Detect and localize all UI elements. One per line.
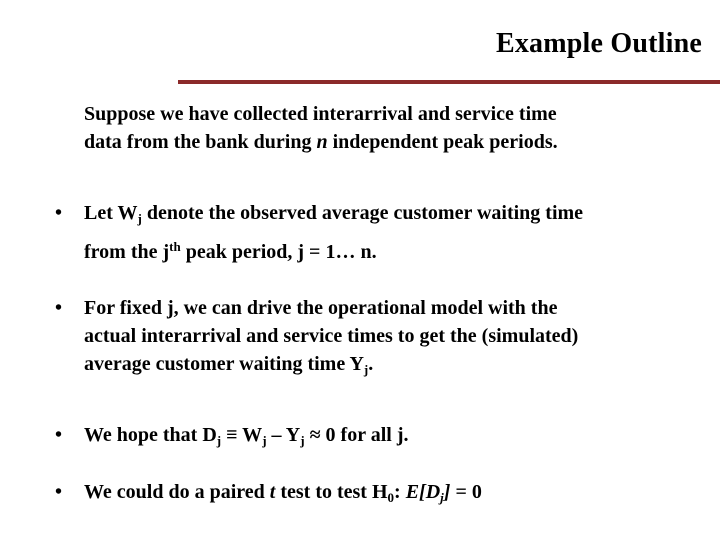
bullet-item-1 (55, 199, 704, 266)
bullet-4-line-1: We could do a paired t test to test $H_0$: $E[D_j] = 0$ (84, 481, 482, 505)
bullet-1-line-2: from the $j^{th}$ peak period, j = 1… n. (84, 239, 377, 263)
intro-line-2: data from the bank during n independent peak periods. (84, 131, 558, 153)
bullet-1-line-1: Let $W_j$ denote the observed average customer waiting time (84, 202, 584, 226)
bullet-2-line-1: For fixed j, we can drive the operational model with the (84, 297, 558, 319)
bullet-dot-icon: • (55, 481, 63, 503)
italic-n: n (316, 131, 328, 153)
intro-line-1: Suppose we have collected interarrival and service time (84, 103, 557, 125)
bullet-3-line-1: We hope that $D_j \equiv W_j - Y_j \approx 0$ for all j. (84, 424, 409, 448)
bullet-item-2 (55, 294, 704, 384)
bullet-item-4 (55, 478, 704, 512)
intro-paragraph (84, 100, 704, 156)
bullet-dot-icon: • (55, 297, 63, 319)
bullet-item-3 (55, 421, 704, 455)
bullet-2-line-2: actual interarrival and service times to get the (simulated) (84, 325, 579, 347)
slide-title: Example Outline (495, 28, 702, 59)
bullet-dot-icon: • (55, 424, 63, 446)
title-divider (178, 80, 720, 84)
bullet-2-line-3: average customer waiting time $Y_j$. (84, 353, 374, 377)
bullet-dot-icon: • (55, 202, 63, 224)
